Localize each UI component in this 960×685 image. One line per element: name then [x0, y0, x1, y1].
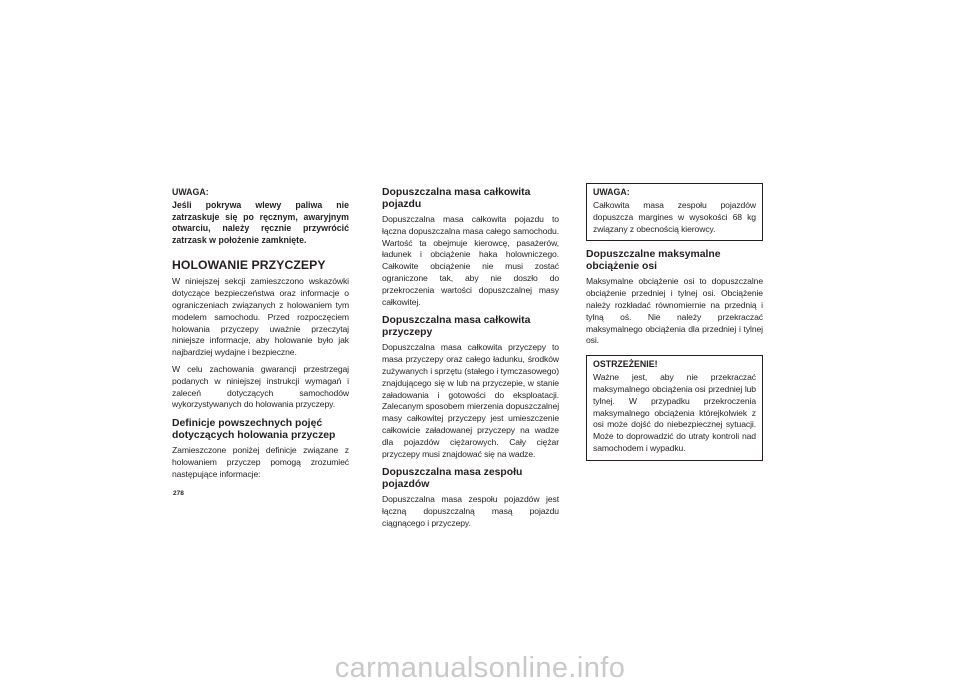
note-title: UWAGA:	[172, 187, 209, 197]
watermark: carmanualsonline.info	[334, 652, 626, 684]
gawr-paragraph: Maksymalne obciążenie osi to dopuszczalne obciążenie przedniej i tylnej osi. Obciążenie należy rozkładać równomiernie na przednią i tylną oś. Nie należy przekraczać maksymalnego obciążenia dla przedniej i tylnej osi.	[586, 276, 763, 346]
definitions-intro-paragraph: Zamieszczone poniżej definicje związane z holowaniem przyczep pomogą zrozumieć następujące informacje:	[172, 445, 349, 479]
fuel-door-note: Jeśli pokrywa wlewy paliwa nie zatrzaskuje się po ręcznym, awaryjnym otwarciu, należy ręcznie przywrócić zatrzask w położenie zamknięte.	[172, 200, 349, 245]
note-box-title: UWAGA:	[593, 187, 630, 197]
gcwr-heading: Dopuszczalna masa zespołu pojazdów	[382, 467, 523, 491]
page-number: 278	[173, 490, 184, 497]
gtw-heading: Dopuszczalna masa całkowita przyczepy	[382, 315, 531, 339]
definitions-heading: Definicje powszechnych pojęć dotyczących holowania przyczep	[172, 418, 336, 442]
gcwr-paragraph: Dopuszczalna masa zespołu pojazdów jest łączną dopuszczalną masą pojazdu ciągnącego i przyczepy.	[382, 494, 559, 528]
section-heading-trailer-towing: HOLOWANIE PRZYCZEPY	[172, 258, 326, 273]
note-box	[586, 183, 763, 241]
warning-text: Ważne jest, aby nie przekraczać maksymalnego obciążenia osi przedniej lub tylnej. W przypadku przekroczenia maksymalnego obciążenia którejkolwiek z osi może dojść do niebezpiecznej sytuacji. Może to doprowadzić do utraty kontroli nad samochodem i wypadku.	[593, 372, 756, 453]
note-box-text: Całkowita masa zespołu pojazdów dopuszcza margines w wysokości 68 kg związany z obecnością kierowcy.	[593, 200, 756, 234]
warning-box	[586, 355, 763, 461]
gawr-heading: Dopuszczalne maksymalne obciążenie osi	[586, 249, 721, 273]
gvwr-paragraph: Dopuszczalna masa całkowita pojazdu to łączna dopuszczalna masa całego samochodu. Wartość ta obejmuje kierowcę, pasażerów, ładunek i obciążenie haka holowniczego. Całkowite obciążenie nie musi zostać ograniczone tak, aby nie doszło do przekroczenia wartości dopuszczalnej masy całkowitej.	[382, 214, 559, 307]
gtw-paragraph: Dopuszczalna masa całkowita przyczepy to masa przyczepy oraz całego ładunku, środków zużywanych i sprzętu (stałego i tymczasowego) znajdującego się w lub na przyczepie, w stanie załadowania i gotowości do eksploatacji. Zalecanym sposobem mierzenia dopuszczalnej masy całkowitej przyczepy jest umieszczenie całkowicie załadowanej przyczepy na wadze dla pojazdów ciężarowych. Cały ciężar przyczepy musi znajdować się na wadze.	[382, 342, 559, 459]
middle-column	[382, 187, 559, 535]
warranty-paragraph: W celu zachowania gwarancji przestrzegaj podanych w niniejszej instrukcji wymagań i zaleceń dotyczących samochodów wykorzystywanych do holowania przyczepy.	[172, 363, 349, 410]
left-column	[172, 187, 349, 486]
warning-title: OSTRZEŻENIE!	[593, 359, 658, 370]
towing-intro-paragraph: W niniejszej sekcji zamieszczono wskazówki dotyczące bezpieczeństwa oraz informacje o ograniczeniach związanych z holowaniem tym modelem samochodu. Przed rozpoczęciem holowania przyczepy uważnie przeczytaj niniejsze informacje, aby holowanie było jak najbardziej wydajne i bezpieczne.	[172, 276, 349, 358]
right-column	[586, 183, 763, 469]
gvwr-heading: Dopuszczalna masa całkowita pojazdu	[382, 187, 531, 210]
